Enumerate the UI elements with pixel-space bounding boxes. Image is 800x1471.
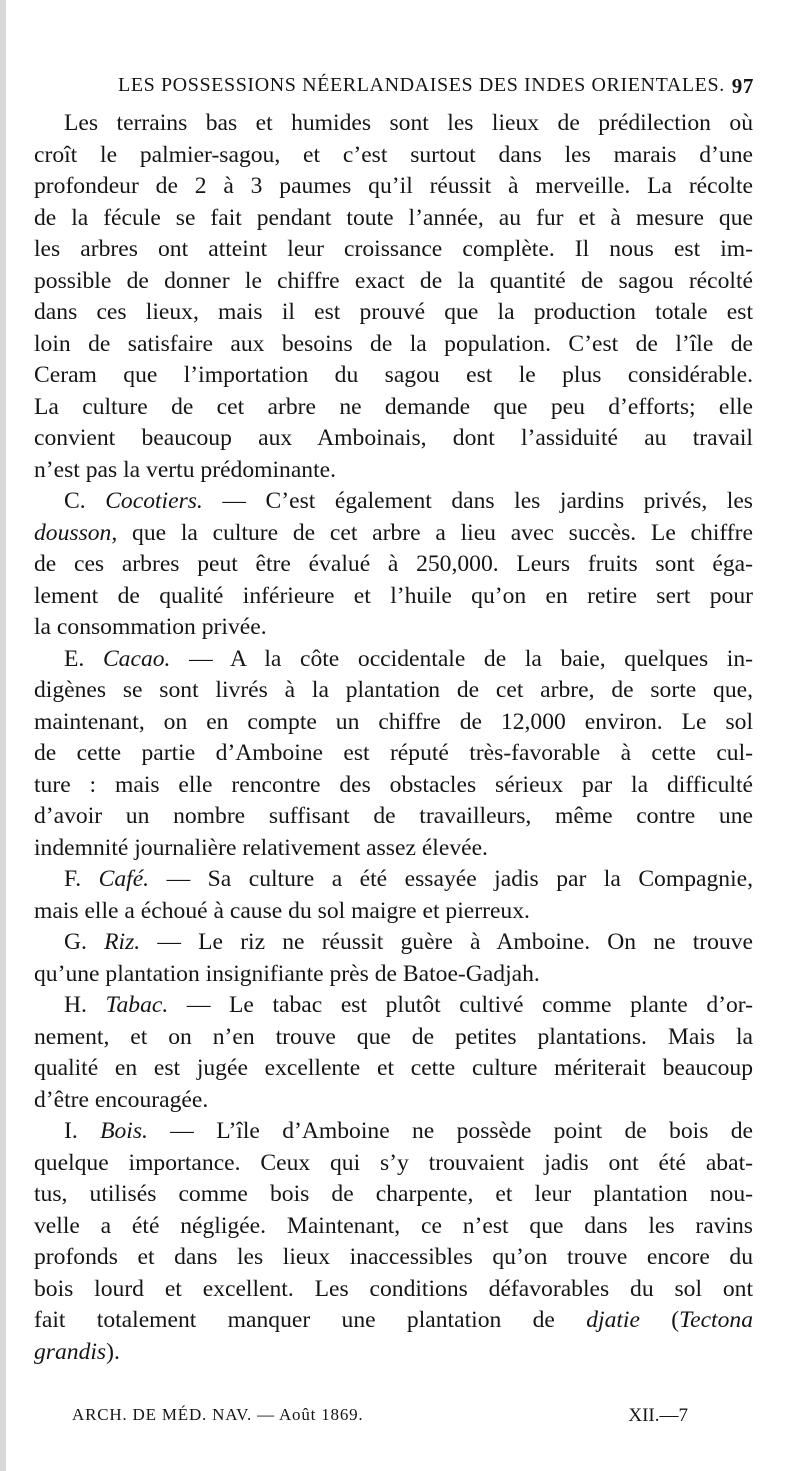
section-h-heading-line [34, 990, 753, 1022]
section-f-title: Café. [98, 866, 150, 892]
final-line-text: fait totalement manquer une plantation de [34, 1307, 555, 1333]
page-edge [0, 0, 6, 1471]
text-line: la consommation privée. [34, 614, 267, 640]
section-i-title: Bois. [100, 1118, 148, 1144]
footer-signature: XII.—7 [628, 1405, 688, 1426]
tectona-word: Tectona [679, 1307, 753, 1333]
section-h-title: Tabac. [105, 992, 169, 1018]
text-line: digènes se sont livrés à la plantation de cet arbre, de sorte que, [34, 677, 753, 703]
section-c-heading-line [34, 486, 753, 518]
text-line: indemnité journalière relativement assez élevée. [34, 834, 488, 861]
paren-close: ). [106, 1338, 120, 1365]
text-line [34, 1337, 753, 1369]
footer-journal: ARCH. DE MÉD. NAV. — Août 1869. [72, 1405, 364, 1424]
text-line: mais elle a échoué à cause du sol maigre et pierreux. [34, 897, 530, 924]
section-i-heading-line [34, 1116, 753, 1148]
section-c-letter: C. [64, 488, 86, 514]
section-f-letter: F. [64, 866, 82, 892]
section-i-letter: I. [64, 1118, 78, 1144]
text-line: croît le palmier-sagou, et c’est surtout dans les marais d’une [34, 141, 753, 168]
djatie-word: djatie [586, 1307, 640, 1333]
paren-open: ( [671, 1307, 680, 1333]
text-line: La culture de cet arbre ne demande que peu d’efforts; elle [34, 393, 753, 420]
section-h-letter: H. [64, 992, 87, 1018]
text-line: bois lourd et excellent. Les conditions défavorables du sol ont [34, 1275, 753, 1302]
section-e-title: Cacao. [102, 645, 171, 672]
section-c-text-2: que la culture de cet arbre a lieu avec succès. Le chiffre [132, 519, 753, 546]
text-line: dans ces lieux, mais il est prouvé que la production totale est [34, 299, 753, 325]
text-line: Les terrains bas et humides sont les lieux de prédilection où [64, 110, 753, 136]
text-line: maintenant, on en compte un chiffre de 12,000 environ. Le sol [34, 708, 753, 735]
body-text [34, 108, 753, 1368]
text-line: velle a été négligée. Maintenant, ce n’est que dans les ravins [34, 1212, 753, 1239]
page-number: 97 [731, 74, 754, 98]
text-line: de la fécule se fait pendant toute l’année, au fur et à mesure que [34, 204, 753, 231]
section-c-title: Cocotiers. [105, 488, 203, 514]
text-line: d’avoir un nombre suffisant de travailleurs, même contre une [34, 803, 753, 829]
section-i-text: — L’île d’Amboine ne possède point de bois de [170, 1118, 753, 1144]
section-g-letter: G. [64, 929, 87, 955]
text-line [34, 518, 753, 550]
section-e-heading-line [34, 644, 753, 676]
text-line: les arbres ont atteint leur croissance complète. Il nous est im- [34, 236, 753, 262]
section-f-text: — Sa culture a été essayée jadis par la Compagnie, [166, 866, 753, 892]
section-g-title: Riz. [104, 929, 141, 955]
text-line: nement, et on n’en trouve que de petites plantations. Mais la [34, 1023, 753, 1050]
section-h-text: — Le tabac est plutôt cultivé comme plante d’or- [186, 992, 754, 1018]
text-line: loin de satisfaire aux besoins de la population. C’est de l’île de [34, 330, 753, 357]
section-e-text: — A la côte occidentale de la baie, quelques in- [189, 645, 753, 672]
section-g-heading-line [34, 927, 753, 959]
page-footer [72, 1405, 688, 1435]
text-line: de cette partie d’Amboine est réputé très-favorable à cette cul- [34, 740, 753, 766]
section-e-letter: E. [64, 645, 85, 672]
text-line: ture : mais elle rencontre des obstacles sérieux par la difficulté [34, 771, 753, 798]
section-c-text: — C’est également dans les jardins privés, les [222, 488, 753, 514]
grandis-word: grandis [34, 1338, 107, 1365]
section-f-heading-line [34, 864, 753, 896]
dousson-word: dousson, [34, 519, 118, 546]
running-head-title: LES POSSESSIONS NÉERLANDAISES DES INDES ORIENTALES. [118, 74, 725, 96]
text-line [34, 1305, 753, 1337]
text-line: quelque importance. Ceux qui s’y trouvaient jadis ont été abat- [34, 1149, 753, 1176]
text-line: tus, utilisés comme bois de charpente, et leur plantation nou- [34, 1181, 753, 1207]
text-line: qu’une plantation insignifiante près de Batoe-Gadjah. [34, 960, 540, 987]
text-line: possible de donner le chiffre exact de la quantité de sagou récolté [34, 267, 753, 294]
section-g-text: — Le riz ne réussit guère à Amboine. On ne trouve [157, 929, 754, 955]
text-line: profonds et dans les lieux inaccessibles qu’on trouve encore du [34, 1244, 753, 1270]
text-line: de ces arbres peut être évalué à 250,000. Leurs fruits sont éga- [34, 551, 753, 577]
running-head [118, 68, 754, 102]
text-line: convient beaucoup aux Amboinais, dont l’assiduité au travail [34, 425, 753, 451]
text-line: Ceram que l’importation du sagou est le plus considérable. [34, 362, 753, 388]
text-line: n’est pas la vertu prédominante. [34, 456, 337, 483]
text-line: lement de qualité inférieure et l’huile qu’on en retire sert pour [34, 582, 753, 609]
text-line: d’être encouragée. [34, 1086, 209, 1113]
text-line: profondeur de 2 à 3 paumes qu’il réussit à merveille. La récolte [34, 173, 753, 199]
text-line: qualité en est jugée excellente et cette culture mériterait beaucoup [34, 1055, 753, 1081]
